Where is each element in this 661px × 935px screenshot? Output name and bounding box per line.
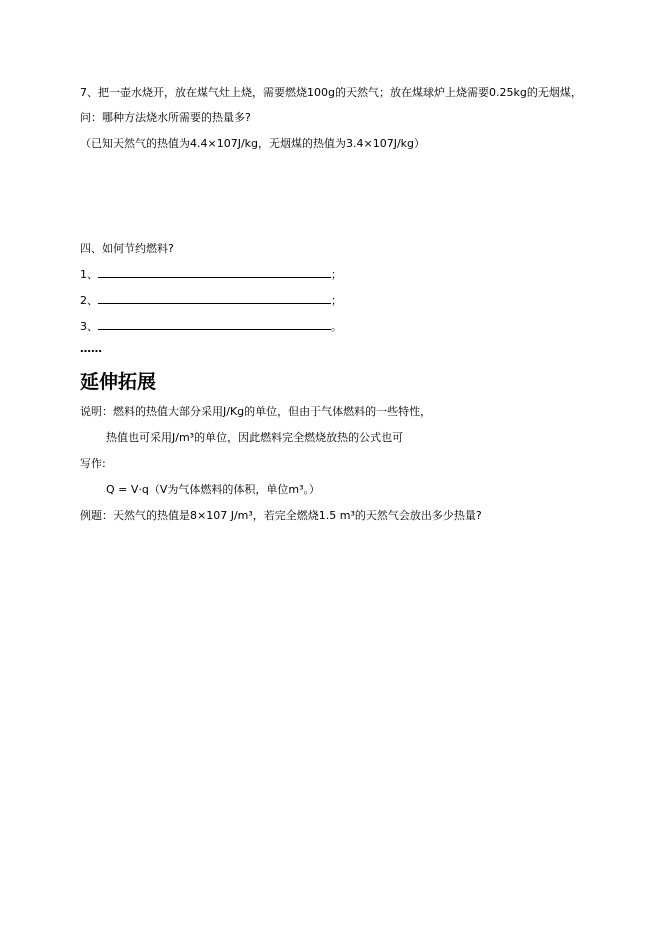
answer-blank[interactable]: [98, 293, 331, 304]
blank-item-1: [80, 267, 342, 282]
extension-formula: Q = V·q（V为气体燃料的体积，单位m³。）: [106, 483, 321, 496]
answer-blank[interactable]: [98, 267, 331, 278]
blank-item-label: 1、: [80, 268, 98, 281]
blank-item-label: 2、: [80, 294, 98, 307]
q7-line2: 问：哪种方法烧水所需要的热量多?: [80, 111, 251, 124]
blank-item-label: 3、: [80, 320, 98, 333]
section4-title: 四、如何节约燃料?: [80, 242, 174, 255]
blank-item-end: 。: [331, 320, 342, 333]
blank-item-2: [80, 293, 342, 308]
extension-note-line2: 热值也可采用J/m³的单位，因此燃料完全燃烧放热的公式也可: [106, 431, 404, 444]
ellipsis: ……: [80, 342, 102, 355]
extension-example: 例题：天然气的热值是8×107 J/m³，若完全燃烧1.5 m³的天然气会放出多少热量?: [80, 509, 482, 522]
blank-item-3: [80, 319, 342, 334]
blank-item-end: ；: [331, 268, 342, 281]
q7-line3: （已知天然气的热值为4.4×107J/kg，无烟煤的热值为3.4×107J/kg）: [80, 137, 426, 150]
extension-title: 延伸拓展: [80, 371, 157, 393]
extension-write-label: 写作:: [80, 457, 106, 470]
q7-line1: 7、把一壶水烧开，放在煤气灶上烧，需要燃烧100g的天然气；放在煤球炉上烧需要0.25kg的无烟煤，: [80, 86, 582, 99]
extension-note-line1: 说明：燃料的热值大部分采用J/Kg的单位，但由于气体燃料的一些特性，: [80, 405, 432, 418]
answer-blank[interactable]: [98, 319, 331, 330]
blank-item-end: ；: [331, 294, 342, 307]
